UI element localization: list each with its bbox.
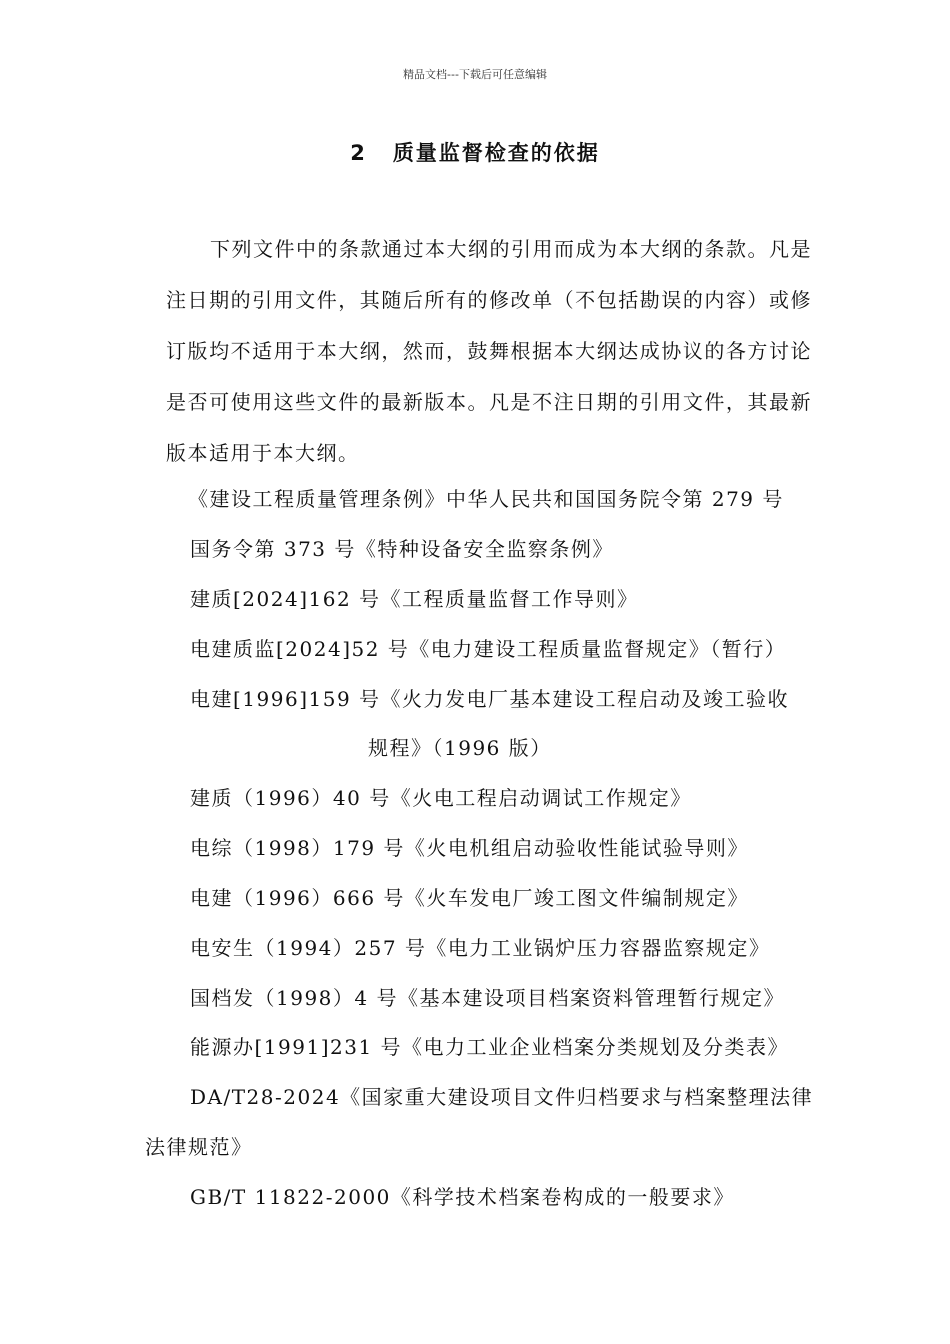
intro-paragraph: 下列文件中的条款通过本大纲的引用而成为本大纲的条款。凡是注日期的引用文件，其随后所有的修改单（不包括勘误的内容）或修订版均不适用于本大纲，然而，鼓舞根据本大纲达成协议的各方讨论是否可使用这些文件的最新版本。凡是不注日期的引用文件，其最新版本适用于本大纲。 (166, 237, 812, 465)
reference-line-continued: 法律规范》 (145, 1135, 253, 1159)
reference-line: 电安生（1994）257 号《电力工业锅炉压力容器监察规定》 (190, 936, 771, 960)
reference-line: 国档发（1998）4 号《基本建设项目档案资料管理暂行规定》 (190, 986, 785, 1010)
reference-line: 建质[2024]162 号《工程质量监督工作导则》 (190, 587, 639, 611)
reference-line: 国务令第 373 号《特种设备安全监察条例》 (190, 537, 614, 561)
reference-line: 《建设工程质量管理条例》中华人民共和国国务院令第 279 号 (188, 487, 784, 511)
page-header: 精品文档---下载后可任意编辑 (403, 68, 547, 81)
reference-line: 建质（1996）40 号《火电工程启动调试工作规定》 (190, 786, 692, 810)
reference-line: 电建[1996]159 号《火力发电厂基本建设工程启动及竣工验收 (190, 687, 790, 711)
reference-line: 电综（1998）179 号《火电机组启动验收性能试验导则》 (190, 836, 749, 860)
reference-line: 电建（1996）666 号《火车发电厂竣工图文件编制规定》 (190, 886, 749, 910)
reference-line-continued: 规程》（1996 版） (368, 736, 552, 760)
section-title (0, 137, 950, 167)
section-title-text: 质量监督检查的依据 (392, 141, 600, 165)
reference-line: GB/T 11822-2000《科学技术档案卷构成的一般要求》 (190, 1185, 735, 1209)
reference-line: DA/T28-2024《国家重大建设项目文件归档要求与档案整理法律 (190, 1085, 814, 1109)
section-number: 2 (350, 141, 367, 165)
reference-line: 能源办[1991]231 号《电力工业企业档案分类规划及分类表》 (190, 1035, 790, 1059)
reference-line: 电建质监[2024]52 号《电力建设工程质量监督规定》（暂行） (190, 637, 787, 661)
